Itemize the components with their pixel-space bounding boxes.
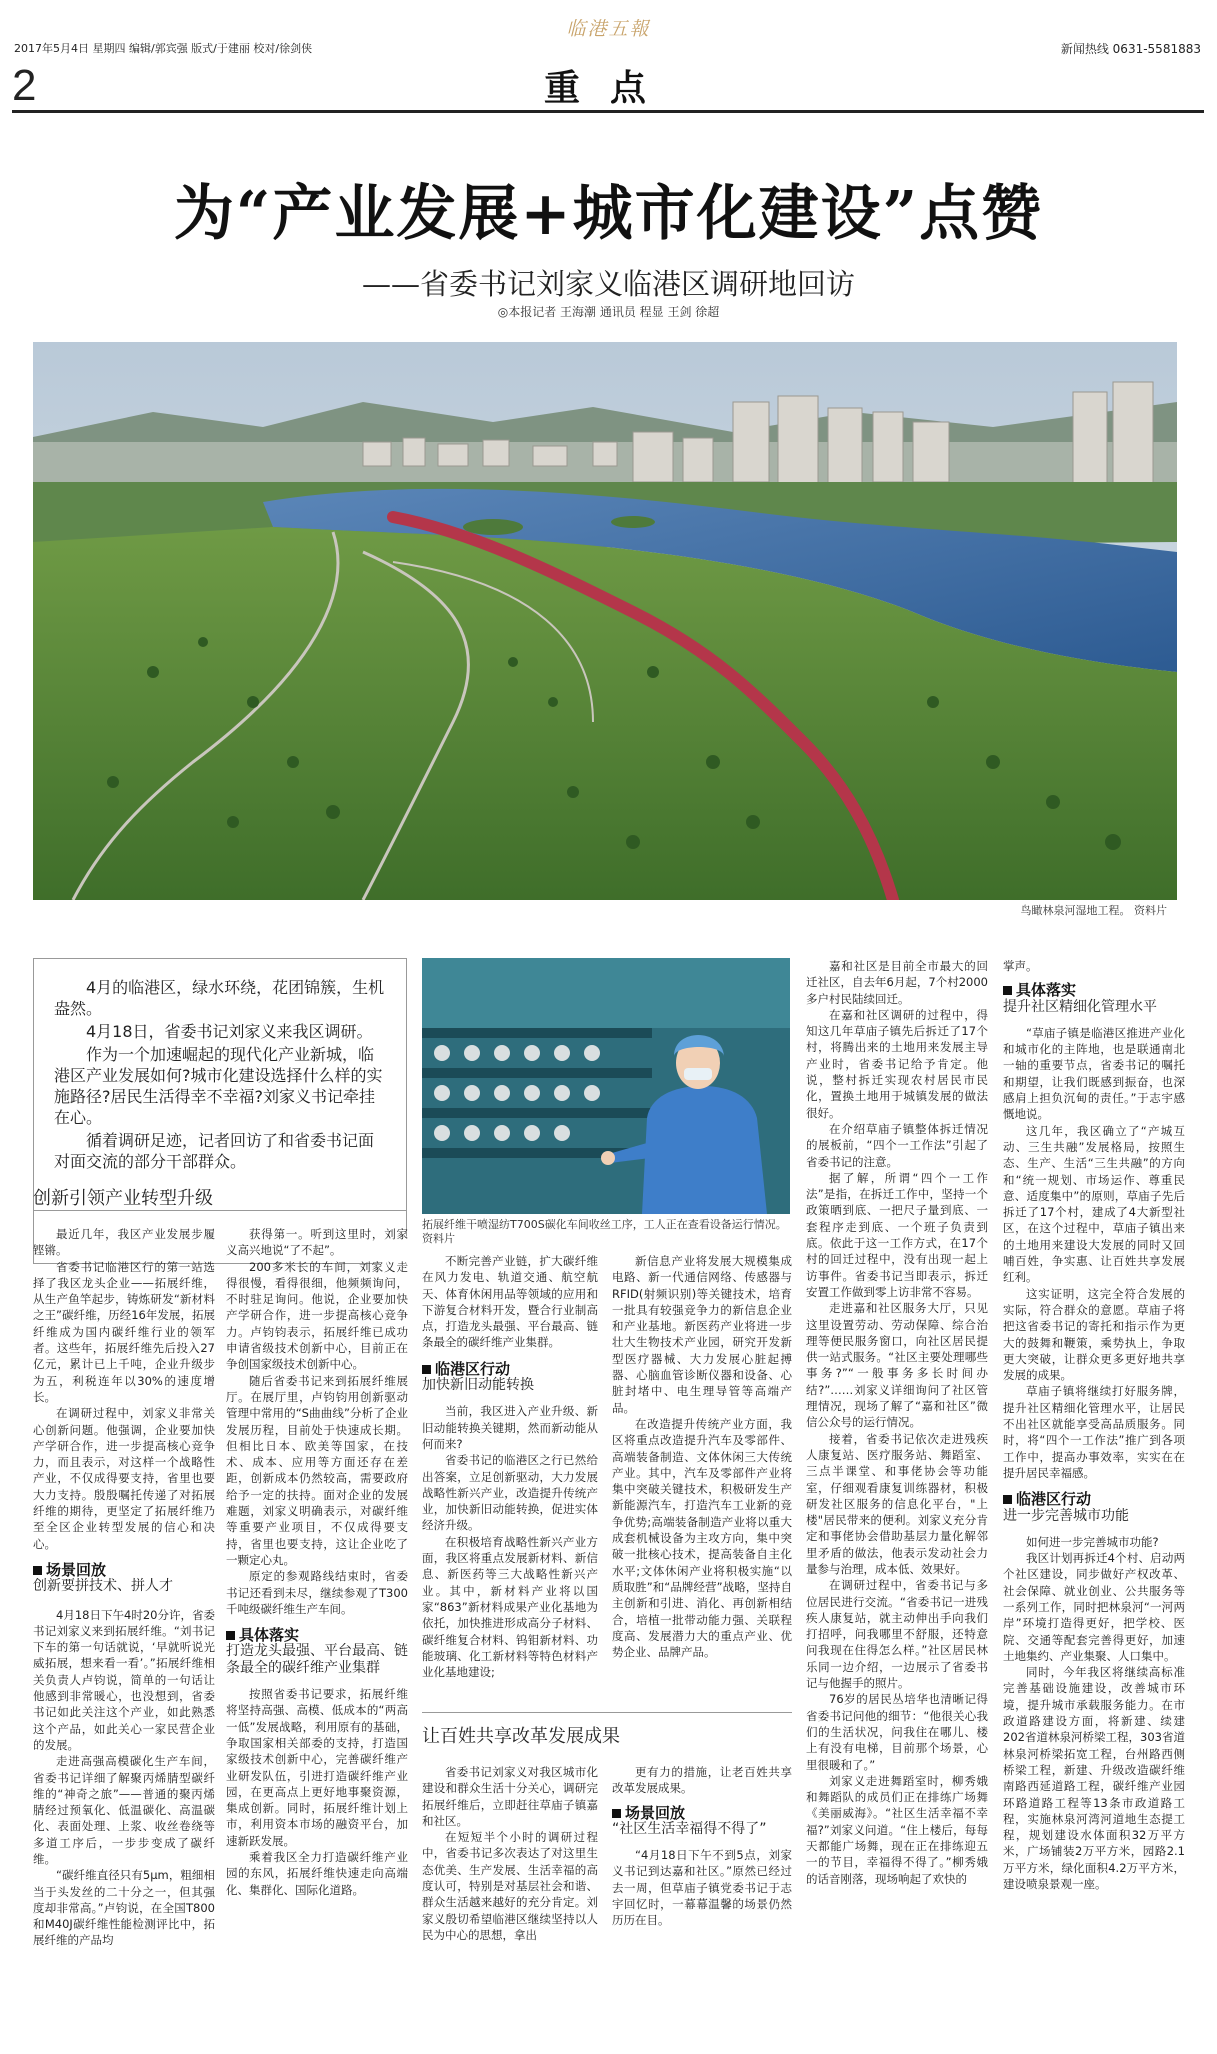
paragraph: 这几年，我区确立了“产城互动、三生共融”发展格局，按照生态、生产、生活“三生共融”的方向和“统一规划、市场运作、尊重民意、适度集中”的原则，草庙子先后拆迁了17个村，建成了4大新型社区，在这个过程中，草庙子镇出来的土地用来建设大发展的同时又回哺百姓，争实惠、让百姓共享发展红利。 (1003, 1123, 1185, 1285)
issue-meta: 2017年5月4日 星期四 编辑/郭宾强 版式/于建丽 校对/徐剑侠 (14, 42, 313, 55)
subhead-title: 加快新旧动能转换 (422, 1377, 534, 1394)
page-number: 2 (12, 61, 37, 110)
section-title-reform: 让百姓共享改革发展成果 (422, 1726, 620, 1747)
square-bullet-icon (422, 1365, 431, 1374)
photo1-caption: 鸟瞰林泉河湿地工程。 资料片 (1020, 904, 1167, 917)
lead-paragraph: 循着调研足迹，记者回访了和省委书记面对面交流的部分干部群众。 (54, 1131, 375, 1171)
paragraph: 在改造提升传统产业方面，我区将重点改造提升汽车及零部件、高端装备制造、文体休闲三大传统产业。其中，汽车及零部件产业将集中突破关键技术，积极研发生产新能源汽车，打造汽车工业新的竞争优势;高端装备制造产业将以重大成套机械设备为主攻方向，集中突破一批核心技术，提高装备自主化水平;文体休闲产业将积极实施“以质取胜”和“品牌经营”战略，坚持自主创新和引进、消化、再创新相结合，培植一批带动能力强、关联程度高、发展潜力大的重点产业、优势企业、品牌产品。 (612, 1416, 792, 1660)
lead-paragraph: 4月的临港区，绿水环绕，花团锦簇，生机盎然。 (54, 978, 385, 1018)
paragraph: 据了解，所谓“四个一工作法”是指，在拆迁工作中，坚持一个政策晒到底、一把尺子量到底、一套程序走到底、一个班子负责到底。依此于这一工作方式，在17个村的回迁过程中，没有出现一起上访事件。省委书记当即表示，拆迁安置工作做到零上访非常不容易。 (806, 1170, 988, 1299)
paragraph: 4月18日下午4时20分许，省委书记刘家义来到拓展纤维。“刘书记下车的第一句话就说，‘早就听说光威拓展，想来看一看’。”拓展纤维相关负责人卢钧说，简单的一句话让他感到非常暖心，也没想到，省委书记如此关注这个产业，如此熟悉这个产品，如此关心一家民营企业的发展。 (33, 1607, 215, 1752)
paragraph: “4月18日下午不到5点，刘家义书记到达嘉和社区。”原然已经过去一周，但草庙子镇党委书记于志宇回忆时，一幕幕温馨的场景仍然历历在目。 (612, 1848, 792, 1928)
news-hotline: 新闻热线 0631-5581883 (1060, 42, 1201, 56)
column-4 (612, 1253, 792, 1660)
paragraph: 草庙子镇将继续打好服务牌，提升社区精细化管理水平，让居民不出社区就能享受高品质服务。同时，将“四个一工作法”推广到各项工作中，提高办事效率，实实在在提升居民幸福感。 (1003, 1384, 1185, 1480)
subhead-marker (33, 1562, 215, 1578)
paragraph: 最近几年，我区产业发展步履铿锵。 (33, 1227, 215, 1258)
square-bullet-icon (33, 1566, 42, 1575)
square-bullet-icon (612, 1809, 621, 1818)
subhead-title: 打造龙头最强、平台最高、链条最全的碳纤维产业集群 (226, 1643, 408, 1676)
column-1 (33, 1226, 215, 1949)
lead-paragraph: 4月18日，省委书记刘家义来我区调研。 (86, 1022, 373, 1041)
column-4-bottom (612, 1764, 792, 1929)
subheadline: ——省委书记刘家义临港区调研地回访 (361, 267, 855, 301)
paragraph: 按照省委书记要求，拓展纤维将坚持高强、高模、低成本的“两高一低”发展战略，利用原有的基础，争取国家相关部委的支持，打造国家级技术创新中心，完善碳纤维产业研发队伍，引进打造碳纤维产业园，在更高点上更好地事聚资源，集成创新。同时，拓展纤维计划上市，利用资本市场的融资平台，加速新跃发展。 (226, 1687, 408, 1848)
byline: ◎本报记者 王海潮 通讯员 程显 王剑 徐超 (497, 305, 720, 319)
paragraph: 接着，省委书记依次走进残疾人康复站、医疗服务站、舞蹈室、三点半课堂、和事佬协会等功能室，仔细观看康复训练器材，积极研发社区服务的信息化平台，"上楼"居民带来的便利。刘家义充分肯定和事佬协会借助基层力量化解邻里矛盾的做法，他表示发动社会力量参与治理，成本低、效果好。 (806, 1431, 988, 1576)
headline: 为“产业发展+城市化建设”点赞 (173, 179, 1044, 249)
section-title: 重点 (543, 67, 676, 109)
subhead-label: 临港区行动 (435, 1359, 511, 1378)
subhead-label: 具体落实 (1016, 981, 1077, 1000)
divider (422, 1712, 792, 1713)
subhead-marker (226, 1627, 408, 1643)
paragraph: 获得第一。听到这里时，刘家义高兴地说“了不起”。 (226, 1227, 408, 1258)
subhead-label: 场景回放 (46, 1560, 107, 1579)
paragraph: 如何进一步完善城市功能? (1026, 1534, 1159, 1549)
paragraph: 省委书记的临港区之行已然给出答案，立足创新驱动，大力发展战略性新兴产业，改造提升传统产业，加快新旧动能转换，促进实体经济升级。 (422, 1453, 598, 1533)
paragraph: 新信息产业将发展大规模集成电路、新一代通信网络、传感器与RFID(射频识别)等关键技术，培育一批具有较强竞争力的新信息企业和产业基地。新医药产业将进一步壮大生物技术产业园，研究开发新型医疗器械、大力发展心脏起搏器、心脑血管诊断仪器和设备、心脏封堵中、电生理导管等高端产品。 (612, 1254, 792, 1415)
divider (33, 1210, 407, 1211)
paragraph: 当前，我区进入产业升级、新旧动能转换关键期，然而新动能从何而来? (422, 1404, 598, 1451)
square-bullet-icon (1003, 1495, 1012, 1504)
paragraph: 更有力的措施，让老百姓共享改革发展成果。 (612, 1765, 792, 1796)
paragraph: 在调研过程中，省委书记与多位居民进行交流。“省委书记一进残疾人康复站，就主动伸出手向我们打招呼，问我哪里不舒服，还特意问我现在住得怎么样。”社区居民林乐同一边介绍，一边展示了省委书记与他握手的照片。 (806, 1578, 988, 1691)
newspaper-logo: 临港五報 (566, 18, 651, 40)
subhead-title: 创新要拼技术、拼人才 (33, 1578, 173, 1595)
paragraph: 同时，今年我区将继续高标准完善基础设施建设，改善城市环境，提升城市承载服务能力。在市政道路建设方面，将新建、续建202省道林泉河桥梁工程，303省道林泉河桥梁拓宽工程，台州路西侧桥梁工程，新建、升级改造碳纤维南路西延道路工程，碳纤维产业园环路道路工程等13条市政道路工程，实施林泉河湾河道地生态提工程，规划建设水体面积32万平方米，广场铺装2万平方米，园路2.1万平方米，绿化面积4.2万平方米，建设喷泉景观一座。 (1003, 1665, 1185, 1892)
subhead-title: 提升社区精细化管理水平 (1003, 998, 1157, 1015)
paragraph: 原定的参观路线结束时，省委书记还看到未尽，继续参观了T300千吨级碳纤维生产车间。 (226, 1569, 408, 1616)
aerial-wetland-photo (33, 342, 1177, 900)
column-3 (422, 1253, 598, 1680)
section-title-innovation: 创新引领产业转型升级 (33, 1188, 213, 1209)
subhead-label: 场景回放 (625, 1803, 686, 1822)
paragraph: “草庙子镇是临港区推进产业化和城市化的主阵地，也是联通南北一轴的重要节点，省委书记的嘱托和期望，让我们既感到振奋，也深感肩上担负沉甸的责任。”于志宇感慨地说。 (1003, 1025, 1185, 1122)
paragraph: 200多米长的车间，刘家义走得很慢，看得很细，他频频询问，不时驻足询问。他说，企业要加快产学研合作，进一步提高核心竞争力。卢钧钧表示，拓展纤维已成功申请省级技术创新中心，目前正在争创国家级技术创新中心。 (226, 1259, 408, 1372)
paragraph: 随后省委书记来到拓展纤维展厅。在展厅里，卢钧钧用创新驱动管理中常用的“S曲曲线”分析了企业发展历程，目前处于快速成长期。但相比日本、欧美等国家，在技术、成本、应用等方面还存在差距，创新成本仍然较高，需要政府给予一定的扶持。面对企业的发展难题，刘家义明确表示，对碳纤维等重要产业项目，不仅成得要支持，省里也要支持，这让企业吃了一颗定心丸。 (226, 1373, 408, 1567)
paragraph: 走进嘉和社区服务大厅，只见这里设置劳动、劳动保障、综合治理等便民服务窗口，向社区居民提供一站式服务。“社区主要处理哪些事务?”“一般事务多长时间办结?”……刘家义详细询问了社区管理情况，现场了解了“嘉和社区”微信公众号的运行情况。 (806, 1301, 988, 1430)
paragraph: 刘家义走进舞蹈室时，柳秀娥和舞蹈队的成员们正在排练广场舞《美丽威海》。“社区生活幸福不幸福?”刘家义问道。“住上楼后，每每天都能广场舞，现在正在排练迎五一的节目，幸福得不得了。”柳秀娥的话音刚落，现场响起了欢快的 (806, 1773, 988, 1886)
subhead-title: 进一步完善城市功能 (1003, 1507, 1129, 1524)
paragraph: 在介绍草庙子镇整体拆迁情况的展板前，“四个一工作法”引起了省委书记的注意。 (806, 1121, 988, 1169)
paragraph: 在短短半个小时的调研过程中，省委书记多次表达了对这里生态优美、生产发展、生活幸福的高度认可，特别是对基层社会和谐、群众生活越来越好的充分肯定。刘家义殷切希望临港区继续坚持以人民为中心的思想，拿出 (422, 1830, 598, 1942)
paragraph: 在嘉和社区调研的过程中，得知这几年草庙子镇先后拆迁了17个村，将腾出来的土地用来发展主导产业时，省委书记给予肯定。他说，整村拆迁实现农村居民市民化，置换土地用于城镇发展的做法很好。 (806, 1007, 988, 1120)
subhead-marker (612, 1805, 792, 1821)
paragraph: 嘉和社区是目前全市最大的回迁社区，自去年6月起，7个村2000多户村民陆续回迁。 (806, 959, 988, 1006)
paragraph: 在积极培育战略性新兴产业方面，我区将重点发展新材料、新信息、新医药等三大战略性新兴产业。其中，新材料产业将以国家“863”新材料成果产业化基地为依托，加快推进形成高分子材料、碳纤维复合材料、钨钼新材料、功能玻璃、化工新材料等特色材料产业化基地建设; (422, 1534, 598, 1680)
paragraph: 乘着我区全力打造碳纤维产业园的东风，拓展纤维快速走向高端化、集群化、国际化道路。 (226, 1849, 408, 1897)
photo2-caption: 拓展纤维干喷湿纺T700S碳化车间收丝工序，工人正在查看设备运行情况。 资料片 (422, 1218, 787, 1245)
subhead-marker (1003, 982, 1185, 998)
subhead-marker (1003, 1491, 1185, 1507)
paragraph: 在调研过程中，刘家义非常关心创新问题。他强调，企业要加快产学研合作，进一步提高核心竞争力，而且表示，对这样一个战略性产业，不仅成得要支持，省里也要大力支持。殷殷嘱托传递了对拓展纤维的期待，更坚定了拓展纤维乃至全区企业转型发展的信心和决心。 (33, 1406, 215, 1551)
paragraph: “碳纤维直径只有5μm，粗细相当于头发丝的二十分之一，但其强度却非常高。”卢钧说，在全国T800和M40J碳纤维性能检测评比中，拓展纤维的产品均 (33, 1868, 215, 1948)
lead-box (33, 958, 407, 1264)
factory-worker-photo (422, 958, 790, 1214)
subhead-label: 临港区行动 (1016, 1490, 1092, 1509)
column-6 (1003, 958, 1185, 1892)
paragraph: 不断完善产业链，扩大碳纤维在风力发电、轨道交通、航空航天、体育休闲用品等领域的应用和下游复合材料开发，暨合行业制高点，打造龙头最强、平台最高、链条最全的碳纤维产业集群。 (422, 1254, 598, 1350)
subhead-title: “社区生活幸福得不得了” (612, 1820, 767, 1837)
square-bullet-icon (226, 1631, 235, 1640)
masthead-rule (12, 110, 1204, 113)
square-bullet-icon (1003, 986, 1012, 995)
column-2 (226, 1226, 408, 1898)
masthead-row (14, 40, 1201, 60)
paragraph: 走进高强高模碳化生产车间，省委书记详细了解聚丙烯腈型碳纤维的“神奇之旅”——普通的聚丙烯腈经过预氧化、低温碳化、高温碳化、表面处理、上浆、收丝卷绕等多道工序后，一步步变成了碳纤维。 (33, 1754, 215, 1866)
subhead-marker (422, 1361, 598, 1377)
column-5 (806, 958, 988, 1887)
paragraph: 省委书记刘家义对我区城市化建设和群众生活十分关心，调研完拓展纤维后，立即赶往草庙子镇嘉和社区。 (422, 1765, 598, 1828)
lead-paragraph: 作为一个加速崛起的现代化产业新城，临港区产业发展如何?城市化建设选择什么样的实施路径?居民生活得幸不幸福?刘家义书记牵挂在心。 (54, 1045, 383, 1127)
paragraph: 省委书记临港区行的第一站选择了我区龙头企业——拓展纤维，从生产鱼竿起步，铸炼研发“新材料之王”碳纤维，历经16年发展，拓展纤维成为国内碳纤维行业的领军者。这些年，拓展纤维先后投入27亿元，累计已上千吨，企业升级步为五，利税连年以30%的速度增长。 (33, 1259, 215, 1404)
paragraph: 我区计划再拆迁4个村、启动两个社区建设，同步做好产权改革、社会保障、就业创业、公共服务等一系列工作，同时把林泉河“一河两岸”环境打造得更好，把学校、医院、交通等配套完善得更好，加速土地集约、产业集聚、人口集中。 (1003, 1551, 1185, 1663)
paragraph: 这实证明，这完全符合发展的实际，符合群众的意愿。草庙子将把这省委书记的寄托和指示作为更大的鼓舞和鞭策，乘势执上，争取更大突破，让群众更多更好地共享发展的成果。 (1003, 1286, 1185, 1383)
column-3-bottom (422, 1764, 598, 1943)
paragraph: 掌声。 (1003, 959, 1038, 973)
subhead-label: 具体落实 (239, 1626, 300, 1645)
paragraph: 76岁的居民丛培华也清晰记得省委书记问他的细节：“他很关心我们的生活状况，问我住在哪儿、楼上有没有电梯，目前那个场景，心里很暖和了。” (806, 1692, 988, 1772)
